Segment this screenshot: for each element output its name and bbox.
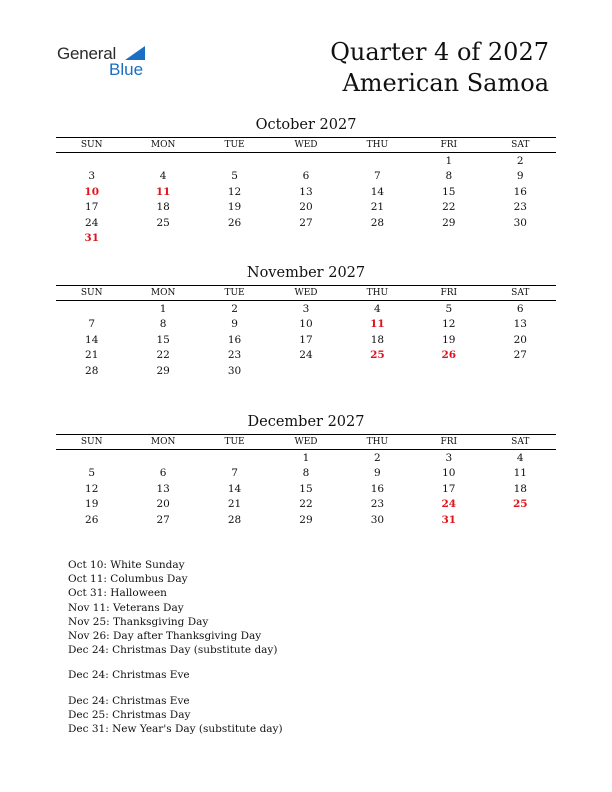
holiday-note: Nov 25: Thanksgiving Day xyxy=(68,615,209,628)
day-cell: 15 xyxy=(442,185,456,198)
day-cell: 7 xyxy=(374,170,381,183)
day-cell: 6 xyxy=(159,467,167,480)
month-november xyxy=(56,264,556,379)
week-row xyxy=(56,363,556,379)
weekday-header: THU xyxy=(342,138,413,153)
holiday-note: Oct 11: Columbus Day xyxy=(68,573,188,586)
holiday-note: Dec 25: Christmas Day xyxy=(68,708,191,721)
page-title xyxy=(330,37,549,99)
day-cell: 16 xyxy=(227,333,242,346)
week-row xyxy=(56,497,556,513)
day-cell: 18 xyxy=(156,201,170,214)
day-cell: 27 xyxy=(299,216,313,229)
day-cell: 12 xyxy=(442,318,456,331)
day-cell: 14 xyxy=(85,333,99,346)
day-cell: 20 xyxy=(299,201,313,214)
day-cell: 3 xyxy=(445,451,453,464)
day-cell: 2 xyxy=(516,154,524,167)
day-cell: 27 xyxy=(513,349,527,362)
empty-cell xyxy=(270,153,341,169)
weekday-header: SAT xyxy=(485,286,556,301)
weekday-header: FRI xyxy=(413,435,484,450)
weekday-header: MON xyxy=(127,138,198,153)
weekday-header: SUN xyxy=(56,435,127,450)
day-cell: 25 xyxy=(156,216,170,229)
weekday-header: TUE xyxy=(199,138,270,153)
day-cell: 5 xyxy=(231,170,238,183)
day-cell: 22 xyxy=(299,498,313,511)
day-cell: 17 xyxy=(85,201,99,214)
empty-cell xyxy=(127,450,198,466)
day-cell: 29 xyxy=(299,513,313,526)
note-spacer xyxy=(68,657,283,668)
weekday-header: TUE xyxy=(199,286,270,301)
empty-cell xyxy=(342,153,413,169)
day-cell: 18 xyxy=(513,482,527,495)
logo-general-text: General xyxy=(57,44,117,63)
day-cell: 28 xyxy=(227,513,242,526)
day-cell: 1 xyxy=(445,154,453,167)
day-cell: 17 xyxy=(299,333,313,346)
empty-cell xyxy=(56,301,127,317)
weekday-header: THU xyxy=(342,286,413,301)
weekday-header: TUE xyxy=(199,435,270,450)
empty-cell xyxy=(485,363,556,379)
weekday-header: THU xyxy=(342,435,413,450)
day-cell: 20 xyxy=(513,333,527,346)
day-cell: 1 xyxy=(302,451,310,464)
month-title: November 2027 xyxy=(246,265,366,281)
empty-cell xyxy=(199,450,270,466)
week-row xyxy=(56,215,556,231)
day-cell: 6 xyxy=(516,302,524,315)
day-cell: 9 xyxy=(231,318,238,331)
week-row xyxy=(56,169,556,185)
day-cell: 19 xyxy=(227,201,242,214)
day-cell: 29 xyxy=(156,364,170,377)
day-cell: 8 xyxy=(159,318,167,331)
holiday-note: Oct 31: Halloween xyxy=(68,587,167,600)
day-cell: 13 xyxy=(513,318,527,331)
day-cell: 24 xyxy=(85,216,99,229)
day-cell: 21 xyxy=(85,349,99,362)
day-cell: 15 xyxy=(299,482,313,495)
day-cell: 30 xyxy=(513,216,527,229)
holiday-note: Dec 31: New Year's Day (substitute day) xyxy=(68,723,283,736)
day-cell: 8 xyxy=(302,467,310,480)
week-row xyxy=(56,450,556,466)
day-cell: 9 xyxy=(516,170,524,183)
weekday-header: SAT xyxy=(485,435,556,450)
week-row xyxy=(56,153,556,169)
day-cell: 23 xyxy=(513,201,527,214)
day-cell: 23 xyxy=(370,498,385,511)
day-cell: 19 xyxy=(85,498,99,511)
day-cell: 7 xyxy=(231,467,238,480)
note-spacer xyxy=(68,683,283,694)
week-row xyxy=(56,348,556,364)
day-cell: 4 xyxy=(516,451,524,464)
empty-cell xyxy=(413,363,484,379)
day-cell: 1 xyxy=(159,302,167,315)
week-row xyxy=(56,317,556,333)
day-cell: 24 xyxy=(441,498,457,511)
empty-cell xyxy=(485,512,556,528)
holiday-note: Oct 10: White Sunday xyxy=(68,559,185,571)
day-cell: 24 xyxy=(299,349,313,362)
logo-blue-text: Blue xyxy=(109,60,144,79)
month-december xyxy=(56,413,556,528)
calendar-table xyxy=(56,285,556,379)
weekday-header: SUN xyxy=(56,286,127,301)
title-quarter: Quarter 4 of 2027 xyxy=(330,38,549,66)
month-october xyxy=(56,116,556,246)
month-title: December 2027 xyxy=(247,414,365,430)
day-cell: 3 xyxy=(88,170,96,183)
holiday-note: Nov 26: Day after Thanksgiving Day xyxy=(68,630,262,643)
empty-cell xyxy=(270,363,341,379)
day-cell: 16 xyxy=(370,482,385,495)
day-cell: 9 xyxy=(374,467,381,480)
weekday-header: MON xyxy=(127,286,198,301)
weekday-header: WED xyxy=(270,435,341,450)
day-cell: 10 xyxy=(84,185,100,198)
day-cell: 23 xyxy=(227,349,242,362)
day-cell: 2 xyxy=(231,302,238,315)
empty-cell xyxy=(56,153,127,169)
day-cell: 21 xyxy=(370,201,385,214)
day-cell: 13 xyxy=(156,482,170,495)
logo xyxy=(57,44,157,82)
day-cell: 25 xyxy=(512,498,528,511)
title-country: American Samoa xyxy=(342,69,549,97)
weekday-header: WED xyxy=(270,286,341,301)
empty-cell xyxy=(56,450,127,466)
day-cell: 13 xyxy=(299,185,313,198)
day-cell: 8 xyxy=(445,170,453,183)
holiday-note: Nov 11: Veterans Day xyxy=(68,601,184,614)
empty-cell xyxy=(127,231,198,247)
week-row xyxy=(56,184,556,200)
day-cell: 12 xyxy=(227,185,242,198)
day-cell: 26 xyxy=(227,216,242,229)
day-cell: 31 xyxy=(84,232,100,245)
week-row xyxy=(56,512,556,528)
day-cell: 11 xyxy=(513,467,527,480)
day-cell: 11 xyxy=(155,185,171,198)
day-cell: 3 xyxy=(302,302,310,315)
day-cell: 25 xyxy=(370,349,385,362)
day-cell: 16 xyxy=(513,185,527,198)
day-cell: 4 xyxy=(374,302,381,315)
day-cell: 31 xyxy=(441,513,457,526)
weekday-header: FRI xyxy=(413,286,484,301)
month-title: October 2027 xyxy=(255,117,357,133)
day-cell: 10 xyxy=(442,467,456,480)
weekday-header: SAT xyxy=(485,138,556,153)
day-cell: 21 xyxy=(227,498,242,511)
day-cell: 17 xyxy=(442,482,456,495)
day-cell: 7 xyxy=(88,318,96,331)
weekday-header: MON xyxy=(127,435,198,450)
day-cell: 12 xyxy=(85,482,99,495)
day-cell: 18 xyxy=(370,333,385,346)
weekday-header: FRI xyxy=(413,138,484,153)
empty-cell xyxy=(270,231,341,247)
holiday-note: Dec 24: Christmas Eve xyxy=(68,669,190,682)
week-row xyxy=(56,200,556,216)
empty-cell xyxy=(342,231,413,247)
day-cell: 22 xyxy=(442,201,456,214)
weekday-header: WED xyxy=(270,138,341,153)
holiday-list xyxy=(68,558,283,736)
week-row xyxy=(56,231,556,247)
day-cell: 19 xyxy=(442,333,456,346)
holiday-note: Dec 24: Christmas Eve xyxy=(68,694,190,707)
day-cell: 5 xyxy=(88,467,96,480)
day-cell: 26 xyxy=(441,349,457,362)
day-cell: 14 xyxy=(227,482,242,495)
weekday-header: SUN xyxy=(56,138,127,153)
week-row xyxy=(56,466,556,482)
day-cell: 26 xyxy=(85,513,99,526)
day-cell: 20 xyxy=(156,498,170,511)
day-cell: 11 xyxy=(370,318,385,331)
empty-cell xyxy=(199,231,270,247)
holiday-note: Dec 24: Christmas Day (substitute day) xyxy=(68,644,278,657)
day-cell: 6 xyxy=(302,170,310,183)
calendar-table xyxy=(56,434,556,528)
empty-cell xyxy=(485,231,556,247)
day-cell: 2 xyxy=(374,451,381,464)
day-cell: 15 xyxy=(156,333,170,346)
week-row xyxy=(56,481,556,497)
day-cell: 22 xyxy=(156,349,170,362)
day-cell: 28 xyxy=(85,364,99,377)
day-cell: 10 xyxy=(299,318,313,331)
day-cell: 30 xyxy=(227,364,242,377)
empty-cell xyxy=(342,363,413,379)
day-cell: 28 xyxy=(370,216,385,229)
empty-cell xyxy=(127,153,198,169)
day-cell: 30 xyxy=(370,513,385,526)
calendar-table xyxy=(56,137,556,246)
logo-triangle-icon xyxy=(125,46,145,60)
day-cell: 27 xyxy=(156,513,170,526)
empty-cell xyxy=(413,231,484,247)
empty-cell xyxy=(199,153,270,169)
week-row xyxy=(56,332,556,348)
week-row xyxy=(56,301,556,317)
day-cell: 5 xyxy=(445,302,453,315)
day-cell: 29 xyxy=(442,216,456,229)
day-cell: 14 xyxy=(370,185,385,198)
day-cell: 4 xyxy=(159,170,167,183)
